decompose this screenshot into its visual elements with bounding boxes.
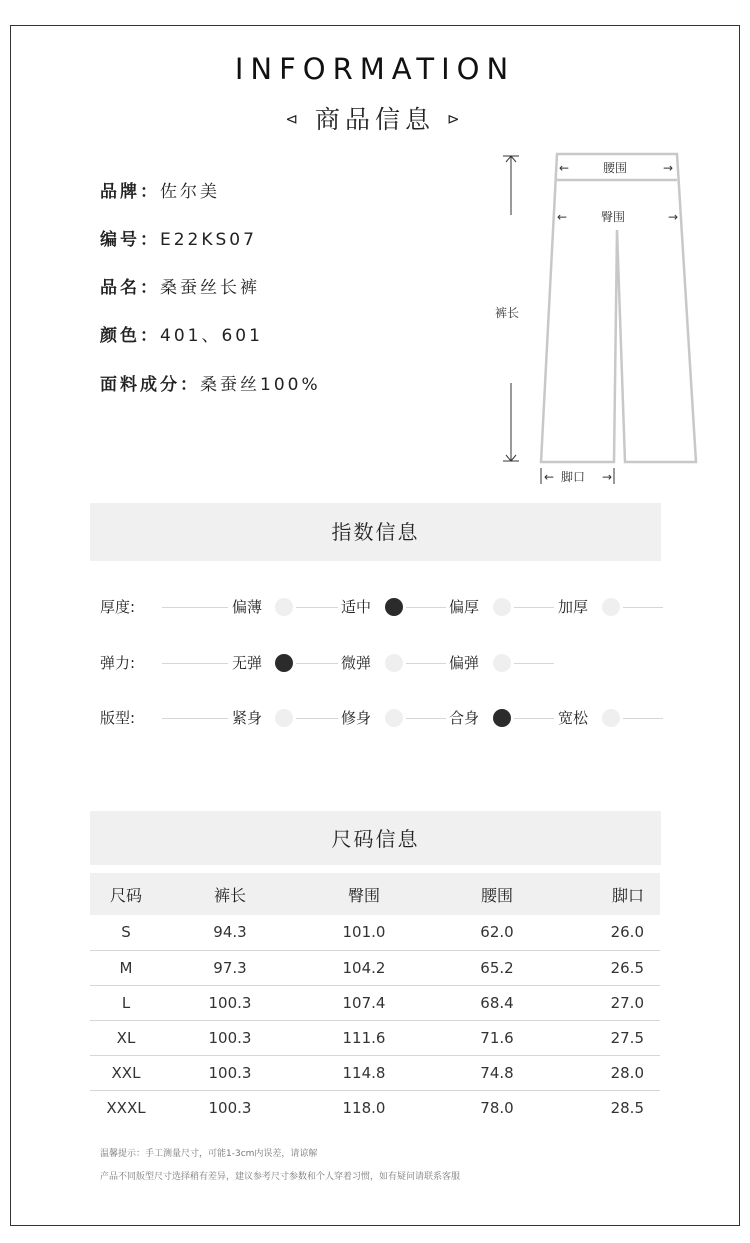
cell-hem: 27.5 [564,1020,660,1055]
index-line [162,607,228,608]
index-line [406,718,446,719]
index-row-thickness [100,595,670,619]
cell-waist: 68.4 [430,985,564,1020]
title-english: INFORMATION [234,52,516,86]
index-dot [275,654,293,672]
table-row [90,915,660,950]
info-fabric-value: 桑蚕丝100% [200,375,321,395]
index-line [296,718,338,719]
waist-label: 腰围 [603,161,628,175]
info-brand-label: 品牌： [100,182,160,202]
left-arrow-icon: ⊲ [285,109,303,128]
cell-waist: 78.0 [480,1098,514,1117]
cell-hip: 111.6 [298,1020,430,1055]
index-row-label: 厚度: [100,598,136,616]
index-line [296,663,338,664]
hem-arrow-right: → [602,470,613,484]
table-row [90,1020,660,1055]
cell-hip: 107.4 [298,985,430,1020]
index-option: 适中 [341,598,372,616]
size-table [90,873,660,1125]
hip-arrow-left: ← [557,210,568,224]
pants-diagram [490,148,710,488]
index-dot [385,598,403,616]
header-waist: 腰围 [430,873,564,915]
header-length: 裤长 [162,873,298,915]
title-chinese [0,100,750,136]
index-option: 无弹 [232,654,263,672]
index-section-title: 指数信息 [90,503,661,561]
info-brand-value: 佐尔美 [160,182,220,202]
cell-size: XL [90,1020,162,1055]
note-line-1: 温馨提示：手工测量尺寸，可能1-3cm内误差，请谅解 [100,1149,318,1159]
note-line-2: 产品不同版型尺寸选择稍有差异，建议参考尺寸参数和个人穿着习惯，如有疑问请联系客服 [100,1172,461,1182]
index-option: 微弹 [341,654,372,672]
index-line [162,663,228,664]
header-hem: 脚口 [564,873,660,915]
info-brand [100,177,220,202]
header-hip: 臀围 [298,873,430,915]
cell-waist: 71.6 [430,1020,564,1055]
index-line [162,718,228,719]
cell-hem: 28.0 [564,1055,660,1090]
cell-length: 100.3 [208,1098,252,1117]
index-option: 修身 [341,709,372,727]
table-row [90,985,660,1020]
header-size: 尺码 [90,873,162,915]
right-arrow-icon: ⊳ [447,109,465,128]
info-name-label: 品名： [100,278,160,298]
index-option: 宽松 [558,709,589,727]
cell-hem: 27.0 [564,985,660,1020]
info-code-label: 编号： [100,230,160,250]
index-dot [493,654,511,672]
cell-hem: 28.5 [610,1098,644,1117]
index-option: 偏薄 [232,598,263,616]
cell-hip: 114.8 [298,1055,430,1090]
cell-hip: 104.2 [298,950,430,985]
cell-length: 100.3 [162,1055,298,1090]
index-option: 偏弹 [449,654,480,672]
index-option: 偏厚 [449,598,480,616]
cell-size: S [90,915,162,950]
size-table-header [90,873,660,915]
pants-outline [541,154,696,462]
index-option: 紧身 [232,709,263,727]
cell-size: XXL [90,1055,162,1090]
index-line [296,607,338,608]
index-option: 合身 [449,709,480,727]
info-color [100,321,263,346]
cell-size: XXXL [106,1098,146,1117]
cell-waist: 65.2 [430,950,564,985]
info-name-value: 桑蚕丝长裤 [160,278,260,298]
cell-size: M [90,950,162,985]
info-fabric [100,370,321,395]
cell-hem: 26.0 [564,915,660,950]
cell-waist: 62.0 [430,915,564,950]
index-row-label: 弹力: [100,654,136,672]
index-dot [493,709,511,727]
index-row-elasticity [100,651,670,675]
cell-hip: 118.0 [342,1098,386,1117]
index-option: 加厚 [558,598,589,616]
cell-length: 97.3 [162,950,298,985]
index-dot [275,598,293,616]
index-dot [385,709,403,727]
index-row-label: 版型: [100,709,136,727]
table-row [90,1090,660,1125]
cell-hip: 101.0 [298,915,430,950]
index-line [514,718,554,719]
title-chinese-text: 商品信息 [314,105,435,134]
hip-arrow-right: → [668,210,679,224]
info-color-value: 401、601 [160,326,263,346]
cell-waist: 74.8 [430,1055,564,1090]
cell-length: 100.3 [162,1020,298,1055]
index-dot [493,598,511,616]
info-name [100,273,260,298]
cell-hem: 26.5 [564,950,660,985]
info-fabric-label: 面料成分： [100,375,200,395]
cell-length: 100.3 [162,985,298,1020]
index-dot [602,598,620,616]
waist-arrow-left: ← [559,161,570,175]
table-row [90,950,660,985]
index-line [514,663,554,664]
index-line [406,607,446,608]
index-dot [275,709,293,727]
table-row [90,1055,660,1090]
length-label: 裤长 [495,306,520,320]
index-dot [602,709,620,727]
hem-arrow-left: ← [544,470,555,484]
info-code [100,225,257,250]
info-code-value: E22KS07 [160,230,257,250]
index-line [514,607,554,608]
cell-size: L [90,985,162,1020]
hip-label: 臀围 [601,210,626,224]
index-line [406,663,446,664]
hem-label: 脚口 [561,470,586,484]
size-section-title: 尺码信息 [90,811,661,865]
waist-arrow-right: → [663,161,674,175]
info-color-label: 颜色： [100,326,160,346]
index-row-fit [100,706,670,730]
index-line [623,607,663,608]
index-dot [385,654,403,672]
cell-length: 94.3 [162,915,298,950]
index-line [623,718,663,719]
